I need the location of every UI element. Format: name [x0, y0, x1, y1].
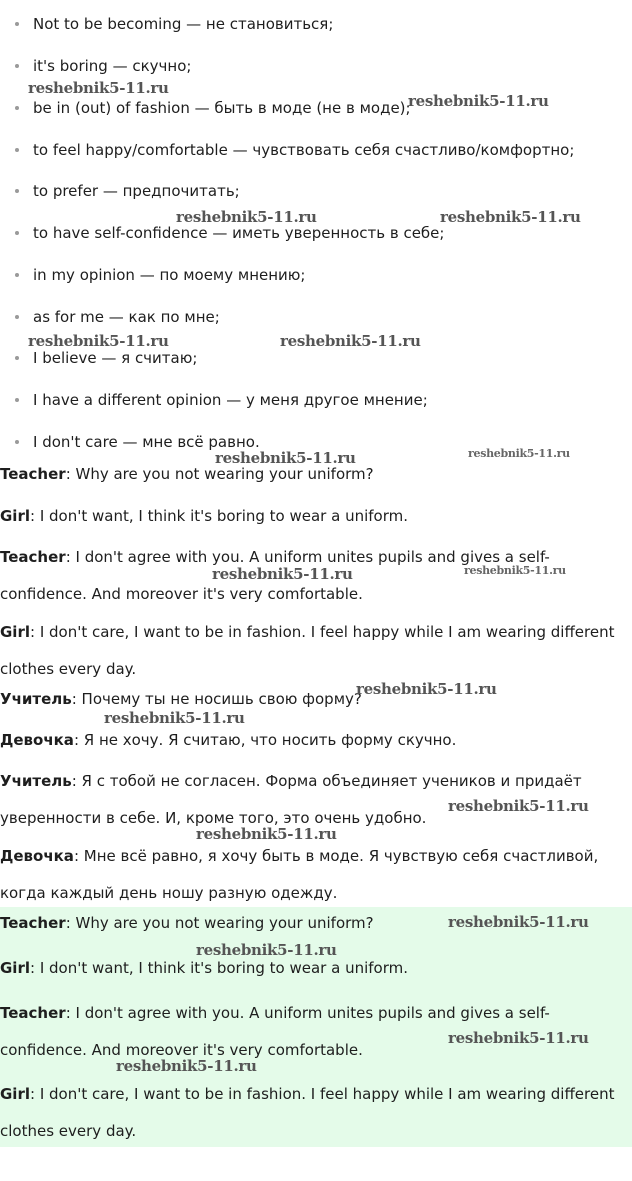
dialog-ru-line-4: Девочка: Мне всё равно, я хочу быть в моде. Я чувствую себя счастливой, когда каждый день ношу разную одежду.: [0, 847, 599, 902]
dialog-hl-line-4: Girl: I don't care, I want to be in fashion. I feel happy while I am wearing different clothes every day.: [0, 1085, 615, 1140]
watermark: reshebnik5-11.ru: [408, 92, 549, 110]
watermark: reshebnik5-11.ru: [280, 332, 421, 350]
dialog-en-line-2: Girl: I don't want, I think it's boring to wear a uniform.: [0, 507, 409, 525]
dialog-en-line-3: Teacher: I don't agree with you. A uniform unites pupils and gives a self-confidence. And moreover it's very comfortable.: [0, 548, 550, 603]
watermark: reshebnik5-11.ru: [215, 449, 356, 467]
watermark: reshebnik5-11.ru: [212, 565, 353, 583]
dialog-hl-line-2: Girl: I don't want, I think it's boring to wear a uniform.: [0, 959, 409, 977]
bullet-icon: [15, 22, 19, 26]
watermark: reshebnik5-11.ru: [196, 825, 337, 843]
dialog-ru-line-2: Девочка: Я не хочу. Я считаю, что носить форму скучно.: [0, 731, 457, 749]
watermark: reshebnik5-11.ru: [28, 332, 169, 350]
watermark: reshebnik5-11.ru: [464, 564, 566, 577]
watermark: reshebnik5-11.ru: [28, 79, 169, 97]
bullet-icon: [15, 315, 19, 319]
bullet-icon: [15, 106, 19, 110]
watermark: reshebnik5-11.ru: [468, 447, 570, 460]
bullet-icon: [15, 440, 19, 444]
watermark: reshebnik5-11.ru: [440, 208, 581, 226]
dialog-en-line-4: Girl: I don't care, I want to be in fashion. I feel happy while I am wearing different clothes every day.: [0, 623, 615, 678]
dialog-ru-line-1: Учитель: Почему ты не носишь свою форму?: [0, 690, 362, 708]
bullet-icon: [15, 189, 19, 193]
watermark: reshebnik5-11.ru: [196, 941, 337, 959]
bullet-icon: [15, 64, 19, 68]
watermark: reshebnik5-11.ru: [356, 680, 497, 698]
watermark: reshebnik5-11.ru: [176, 208, 317, 226]
dialog-en-line-1: Teacher: Why are you not wearing your uniform?: [0, 465, 374, 483]
watermark: reshebnik5-11.ru: [448, 913, 589, 931]
dialog-hl-line-1: Teacher: Why are you not wearing your uniform?: [0, 914, 374, 932]
bullet-icon: [15, 231, 19, 235]
watermark: reshebnik5-11.ru: [104, 709, 245, 727]
dialog-ru-line-3: Учитель: Я с тобой не согласен. Форма объединяет учеников и придаёт уверенности в себе. И, кроме того, это очень удобно.: [0, 772, 582, 827]
bullet-icon: [15, 398, 19, 402]
watermark: reshebnik5-11.ru: [448, 797, 589, 815]
bullet-icon: [15, 148, 19, 152]
bullet-icon: [15, 273, 19, 277]
watermark: reshebnik5-11.ru: [448, 1029, 589, 1047]
watermark: reshebnik5-11.ru: [116, 1057, 257, 1075]
dialog-hl-line-3: Teacher: I don't agree with you. A uniform unites pupils and gives a self-confidence. And moreover it's very comfortable.: [0, 1004, 550, 1059]
bullet-icon: [15, 356, 19, 360]
